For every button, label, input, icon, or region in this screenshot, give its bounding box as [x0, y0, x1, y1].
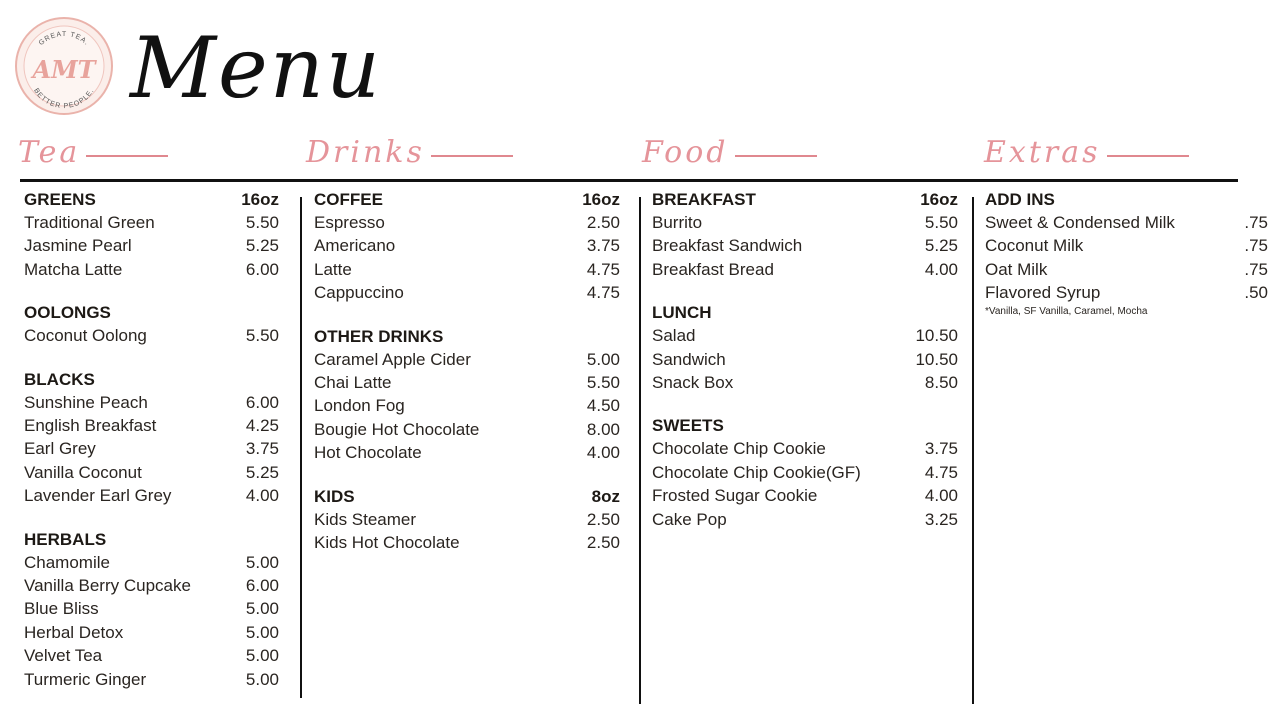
menu-item [985, 258, 1268, 281]
item-price: 3.25 [924, 509, 958, 529]
item-price: 5.00 [245, 646, 279, 666]
item-name: Flavored Syrup [985, 283, 1101, 303]
item-name: Caramel Apple Cider [314, 349, 471, 369]
item-name: Cappuccino [314, 283, 404, 303]
menu-item [652, 211, 958, 234]
menu-item [24, 324, 279, 347]
menu-item [652, 484, 958, 507]
section-title: KIDS [314, 486, 355, 506]
menu-title: Menu [130, 19, 382, 117]
item-name: Lavender Earl Grey [24, 486, 172, 506]
section-title: OOLONGS [24, 303, 111, 323]
menu-section-oolongs [24, 301, 279, 347]
category-underline [735, 155, 817, 157]
category-label: Drinks [306, 134, 425, 170]
item-price: 5.00 [245, 669, 279, 689]
logo-top-text: GREAT TEA. [37, 30, 91, 48]
item-name: Bougie Hot Chocolate [314, 419, 480, 439]
item-name: English Breakfast [24, 416, 157, 436]
header-divider [20, 179, 1238, 182]
item-price: 5.00 [245, 552, 279, 572]
logo-bottom-text: BETTER PEOPLE. [32, 87, 96, 111]
column-divider [300, 197, 302, 698]
item-price: 8.00 [586, 419, 620, 439]
item-price: .75 [1244, 236, 1268, 256]
section-header [985, 188, 1268, 211]
item-name: Herbal Detox [24, 622, 124, 642]
item-price: 5.50 [245, 213, 279, 232]
brand-logo [14, 16, 114, 116]
menu-section-add-ins [985, 188, 1268, 318]
category-label: Food [642, 134, 729, 170]
item-name: Vanilla Coconut [24, 462, 142, 482]
column-divider [639, 197, 641, 704]
item-price: 2.50 [586, 533, 620, 553]
item-name: Burrito [652, 213, 703, 232]
menu-item [314, 281, 620, 304]
item-name: Breakfast Sandwich [652, 236, 803, 256]
category-label: Tea [18, 134, 81, 170]
menu-item [985, 281, 1268, 304]
menu-item [652, 348, 958, 371]
item-name: Sweet & Condensed Milk [985, 213, 1175, 232]
menu-section-coffee [314, 188, 620, 305]
menu-section-greens [24, 188, 279, 281]
menu-item [652, 371, 958, 394]
section-header [314, 325, 620, 348]
section-title: LUNCH [652, 303, 712, 323]
section-header [652, 188, 958, 211]
menu-item [314, 508, 620, 531]
menu-item [314, 418, 620, 441]
menu-item [652, 508, 958, 531]
section-title: HERBALS [24, 529, 107, 549]
menu-item [652, 324, 958, 347]
section-title: COFFEE [314, 190, 383, 209]
menu-item [652, 437, 958, 460]
item-price: 4.50 [586, 396, 620, 416]
item-name: Americano [314, 236, 396, 256]
section-size: 16oz [920, 190, 958, 209]
menu-item [652, 461, 958, 484]
item-name: Matcha Latte [24, 259, 123, 279]
item-price: 10.50 [915, 326, 958, 346]
section-header [314, 188, 620, 211]
section-title: BLACKS [24, 369, 95, 389]
item-name: Breakfast Bread [652, 259, 774, 279]
menu-column-tea [24, 188, 279, 711]
menu-item [24, 234, 279, 257]
menu-item [314, 211, 620, 234]
item-price: 3.75 [586, 236, 620, 256]
item-name: Chai Latte [314, 373, 392, 393]
menu-section-other-drinks [314, 325, 620, 465]
item-price: 8.50 [924, 373, 958, 393]
item-price: 5.50 [924, 213, 958, 232]
item-name: London Fog [314, 396, 405, 416]
item-price: 4.75 [586, 283, 620, 303]
item-name: Chamomile [24, 552, 110, 572]
item-price: 2.50 [586, 213, 620, 232]
menu-item [314, 348, 620, 371]
menu-item [24, 574, 279, 597]
column-divider [972, 197, 974, 704]
section-title: SWEETS [652, 416, 724, 436]
menu-item [24, 551, 279, 574]
section-header [24, 188, 279, 211]
item-price: 5.00 [586, 349, 620, 369]
item-name: Chocolate Chip Cookie [652, 439, 826, 459]
item-price: 5.25 [924, 236, 958, 256]
item-price: 5.00 [245, 622, 279, 642]
menu-section-lunch [652, 301, 958, 394]
menu-section-herbals [24, 528, 279, 691]
menu-item [314, 371, 620, 394]
menu-item [652, 234, 958, 257]
section-header [24, 368, 279, 391]
menu-item [314, 441, 620, 464]
menu-item [24, 621, 279, 644]
item-price: 4.75 [586, 259, 620, 279]
item-name: Sandwich [652, 349, 726, 369]
category-food [642, 132, 817, 172]
menu-item [24, 258, 279, 281]
item-name: Vanilla Berry Cupcake [24, 576, 191, 596]
menu-item [985, 211, 1268, 234]
menu-item [24, 414, 279, 437]
item-price: 5.50 [586, 373, 620, 393]
section-size: 16oz [241, 190, 279, 209]
menu-item [985, 234, 1268, 257]
item-price: .75 [1244, 259, 1268, 279]
item-name: Salad [652, 326, 696, 346]
section-header [652, 301, 958, 324]
menu-column-food [652, 188, 958, 551]
menu-item [24, 597, 279, 620]
menu-item [314, 531, 620, 554]
item-price: 3.75 [245, 439, 279, 459]
item-name: Espresso [314, 213, 385, 232]
item-price: 6.00 [245, 392, 279, 412]
item-price: 10.50 [915, 349, 958, 369]
section-header [24, 528, 279, 551]
menu-item [24, 391, 279, 414]
menu-item [24, 668, 279, 691]
syrup-flavors-note: *Vanilla, SF Vanilla, Caramel, Mocha [985, 305, 1148, 317]
menu-item [24, 211, 279, 234]
item-price: 5.25 [245, 236, 279, 256]
section-size: 16oz [582, 190, 620, 209]
item-price: 5.00 [245, 599, 279, 619]
menu-section-kids [314, 485, 620, 555]
section-header [652, 414, 958, 437]
item-name: Velvet Tea [24, 646, 103, 666]
category-label: Extras [984, 134, 1101, 170]
item-price: 6.00 [245, 576, 279, 596]
category-underline [431, 155, 513, 157]
menu-item [314, 394, 620, 417]
category-drinks [306, 132, 513, 172]
item-price: 4.00 [924, 259, 958, 279]
item-name: Chocolate Chip Cookie(GF) [652, 462, 861, 482]
item-name: Kids Steamer [314, 509, 417, 529]
item-name: Earl Grey [24, 439, 96, 459]
item-name: Hot Chocolate [314, 443, 422, 463]
item-name: Latte [314, 259, 352, 279]
item-name: Snack Box [652, 373, 734, 393]
item-price: 4.00 [924, 486, 958, 506]
item-price: 4.75 [924, 462, 958, 482]
item-price: 4.00 [586, 443, 620, 463]
item-name: Oat Milk [985, 259, 1048, 279]
menu-item [314, 258, 620, 281]
category-tea [18, 132, 168, 172]
item-name: Jasmine Pearl [24, 236, 132, 256]
section-size: 8oz [591, 486, 620, 506]
menu-column-drinks [314, 188, 620, 574]
category-underline [1107, 155, 1189, 157]
category-extras [984, 132, 1189, 172]
section-header [24, 301, 279, 324]
menu-section-sweets [652, 414, 958, 531]
item-price: 5.50 [245, 326, 279, 346]
item-price: 2.50 [586, 509, 620, 529]
logo-center-text: AMT [32, 55, 96, 84]
item-name: Kids Hot Chocolate [314, 533, 460, 553]
menu-item [24, 437, 279, 460]
item-name: Traditional Green [24, 213, 155, 232]
item-name: Frosted Sugar Cookie [652, 486, 818, 506]
menu-section-breakfast [652, 188, 958, 281]
item-name: Turmeric Ginger [24, 669, 147, 689]
section-title: ADD INS [985, 190, 1055, 209]
item-price: .75 [1244, 213, 1268, 232]
menu-item [24, 461, 279, 484]
menu-section-blacks [24, 368, 279, 508]
item-price: 5.25 [245, 462, 279, 482]
menu-item [652, 258, 958, 281]
menu-item [314, 234, 620, 257]
item-name: Coconut Milk [985, 236, 1084, 256]
item-price: 4.25 [245, 416, 279, 436]
menu-item [24, 484, 279, 507]
item-price: 4.00 [245, 486, 279, 506]
menu-item [24, 644, 279, 667]
section-title: BREAKFAST [652, 190, 756, 209]
section-title: GREENS [24, 190, 96, 209]
item-name: Coconut Oolong [24, 326, 147, 346]
category-underline [86, 155, 168, 157]
section-title: OTHER DRINKS [314, 326, 444, 346]
item-price: 6.00 [245, 259, 279, 279]
item-name: Sunshine Peach [24, 392, 148, 412]
item-name: Cake Pop [652, 509, 727, 529]
menu-column-extras [985, 188, 1268, 338]
section-header [314, 485, 620, 508]
item-price: 3.75 [924, 439, 958, 459]
item-price: .50 [1244, 283, 1268, 303]
logo-badge-icon [14, 16, 114, 116]
item-name: Blue Bliss [24, 599, 99, 619]
